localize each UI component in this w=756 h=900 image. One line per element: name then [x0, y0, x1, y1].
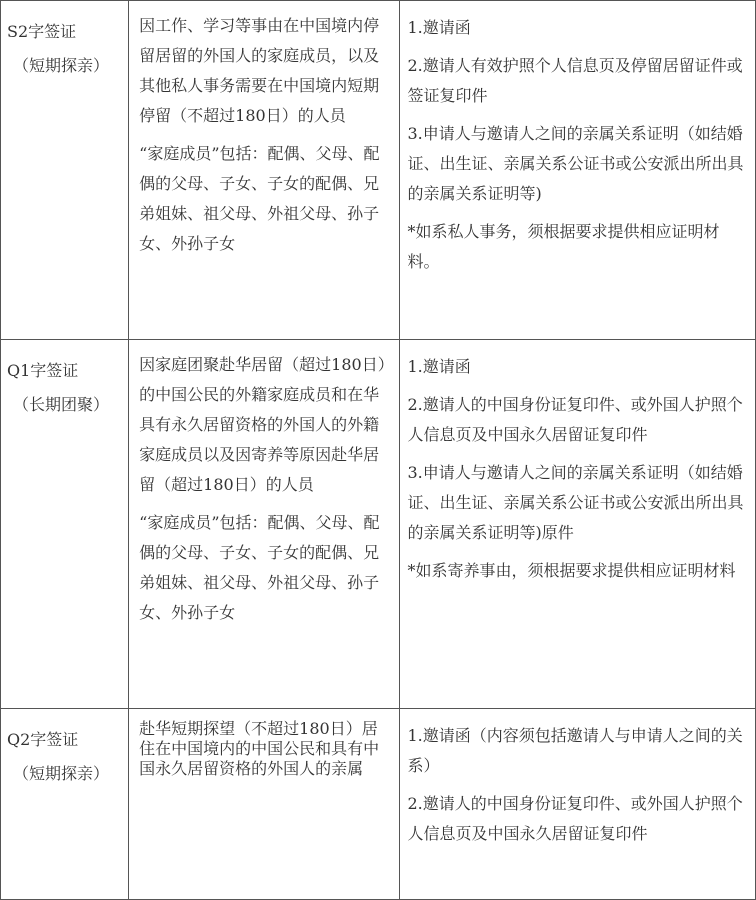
- documents-cell: [399, 340, 756, 709]
- document-note: *如系私人事务，须根据要求提供相应证明材料。: [407, 222, 720, 271]
- visa-code: S2字签证: [7, 22, 77, 41]
- document-item: 2.邀请人的中国身份证复印件、或外国人护照个人信息页及中国永久居留证复印件: [407, 395, 743, 444]
- documents-cell: [399, 1, 756, 340]
- visa-subtype: （短期探亲）: [13, 56, 110, 75]
- document-item: 1.邀请函: [407, 18, 471, 37]
- document-item: 2.邀请人的中国身份证复印件、或外国人护照个人信息页及中国永久居留证复印件: [407, 794, 743, 843]
- document-note: *如系寄养事由，须根据要求提供相应证明材料: [407, 561, 736, 580]
- table-row: [1, 340, 756, 709]
- visa-subtype: （长期团聚）: [13, 395, 110, 414]
- document-item: 1.邀请函（内容须包括邀请人与申请人之间的关系）: [407, 726, 743, 775]
- table-row: [1, 709, 756, 900]
- visa-subtype: （短期探亲）: [13, 764, 110, 783]
- visa-type-cell: [1, 1, 129, 340]
- applicant-cell: [129, 709, 399, 900]
- document-item: 2.邀请人有效护照个人信息页及停留居留证件或签证复印件: [407, 56, 743, 105]
- applicant-description: 因工作、学习等事由在中国境内停留居留的外国人的家庭成员，以及其他私人事务需要在中国境内短期停留（不超过180日）的人员: [139, 16, 380, 125]
- family-member-note: “家庭成员”包括：配偶、父母、配偶的父母、子女、子女的配偶、兄弟姐妹、祖父母、外祖父母、孙子女、外孙子女: [139, 144, 380, 253]
- visa-code: Q1字签证: [7, 361, 79, 380]
- document-item: 3.申请人与邀请人之间的亲属关系证明（如结婚证、出生证、亲属关系公证书或公安派出所出具的亲属关系证明等)原件: [407, 463, 744, 542]
- visa-type-cell: [1, 340, 129, 709]
- family-member-note: “家庭成员”包括：配偶、父母、配偶的父母、子女、子女的配偶、兄弟姐妹、祖父母、外祖父母、孙子女、外孙子女: [139, 513, 380, 622]
- visa-code: Q2字签证: [7, 730, 79, 749]
- document-item: 1.邀请函: [407, 357, 471, 376]
- documents-cell: [399, 709, 756, 900]
- applicant-cell: [129, 340, 399, 709]
- visa-type-cell: [1, 709, 129, 900]
- applicant-description: 因家庭团聚赴华居留（超过180日）的中国公民的外籍家庭成员和在华具有永久居留资格的外国人的外籍家庭成员以及因寄养等原因赴华居留（超过180日）的人员: [139, 355, 386, 494]
- table-row: [1, 1, 756, 340]
- applicant-cell: [129, 1, 399, 340]
- document-item: 3.申请人与邀请人之间的亲属关系证明（如结婚证、出生证、亲属关系公证书或公安派出所出具的亲属关系证明等): [407, 124, 744, 203]
- applicant-description: 赴华短期探望（不超过180日）居住在中国境内的中国公民和具有中国永久居留资格的外国人的亲属: [139, 719, 380, 778]
